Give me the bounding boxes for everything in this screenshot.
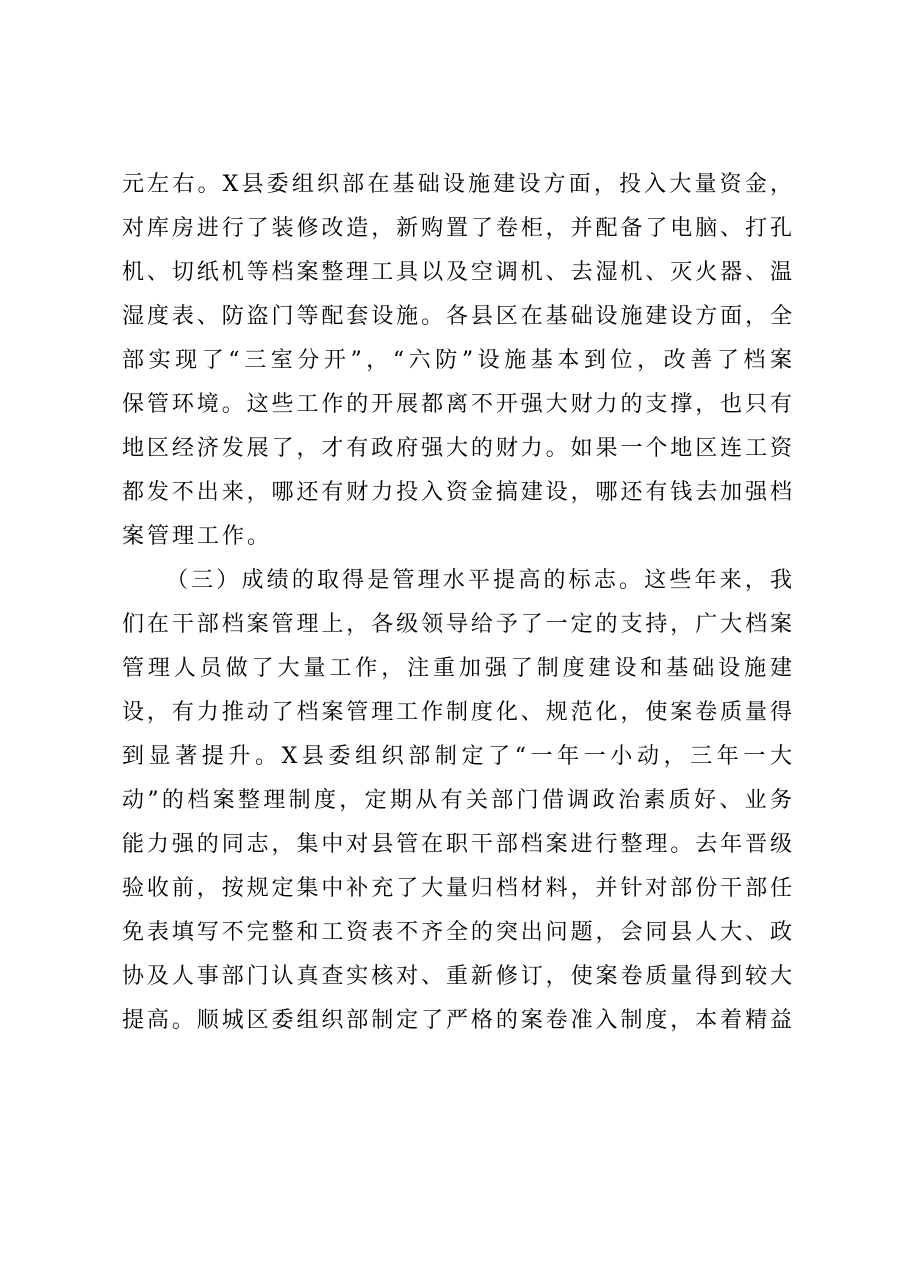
text-line: 验收前，按规定集中补充了大量归档材料，并针对部份干部任	[122, 876, 792, 901]
text-line: 能力强的同志，集中对县管在职干部档案进行整理。去年晋级	[122, 832, 792, 857]
text-line: 免表填写不完整和工资表不齐全的突出问题，会同县人大、政	[122, 920, 792, 945]
text-line: 湿度表、防盗门等配套设施。各县区在基础设施建设方面，全	[122, 304, 792, 329]
text-line: 管理人员做了大量工作，注重加强了制度建设和基础设施建	[122, 656, 792, 681]
text-line: 们在干部档案管理上，各级领导给予了一定的支持，广大档案	[122, 612, 792, 637]
text-line: 动”的档案整理制度，定期从有关部门借调政治素质好、业务	[122, 788, 792, 813]
text-line: 提高。顺城区委组织部制定了严格的案卷准入制度，本着精益	[122, 1008, 792, 1033]
text-line: 元左右。X县委组织部在基础设施建设方面，投入大量资金，	[122, 172, 792, 197]
text-line: （三）成绩的取得是管理水平提高的标志。这些年来，我	[166, 568, 792, 593]
text-line: 保管环境。这些工作的开展都离不开强大财力的支撑，也只有	[122, 392, 792, 417]
text-line: 到显著提升。X县委组织部制定了“一年一小动，三年一大	[122, 744, 792, 769]
body-text	[122, 163, 792, 1043]
text-line: 都发不出来，哪还有财力投入资金搞建设，哪还有钱去加强档	[122, 480, 792, 505]
text-line: 机、切纸机等档案整理工具以及空调机、去湿机、灭火器、温	[122, 260, 792, 285]
text-line: 部实现了“三室分开”，“六防”设施基本到位，改善了档案	[122, 348, 792, 373]
text-line: 地区经济发展了，才有政府强大的财力。如果一个地区连工资	[122, 436, 792, 461]
text-line: 协及人事部门认真查实核对、重新修订，使案卷质量得到较大	[122, 964, 792, 989]
text-line: 案管理工作。	[122, 524, 273, 549]
text-line: 对库房进行了装修改造，新购置了卷柜，并配备了电脑、打孔	[122, 216, 792, 241]
text-line: 设，有力推动了档案管理工作制度化、规范化，使案卷质量得	[122, 700, 792, 725]
